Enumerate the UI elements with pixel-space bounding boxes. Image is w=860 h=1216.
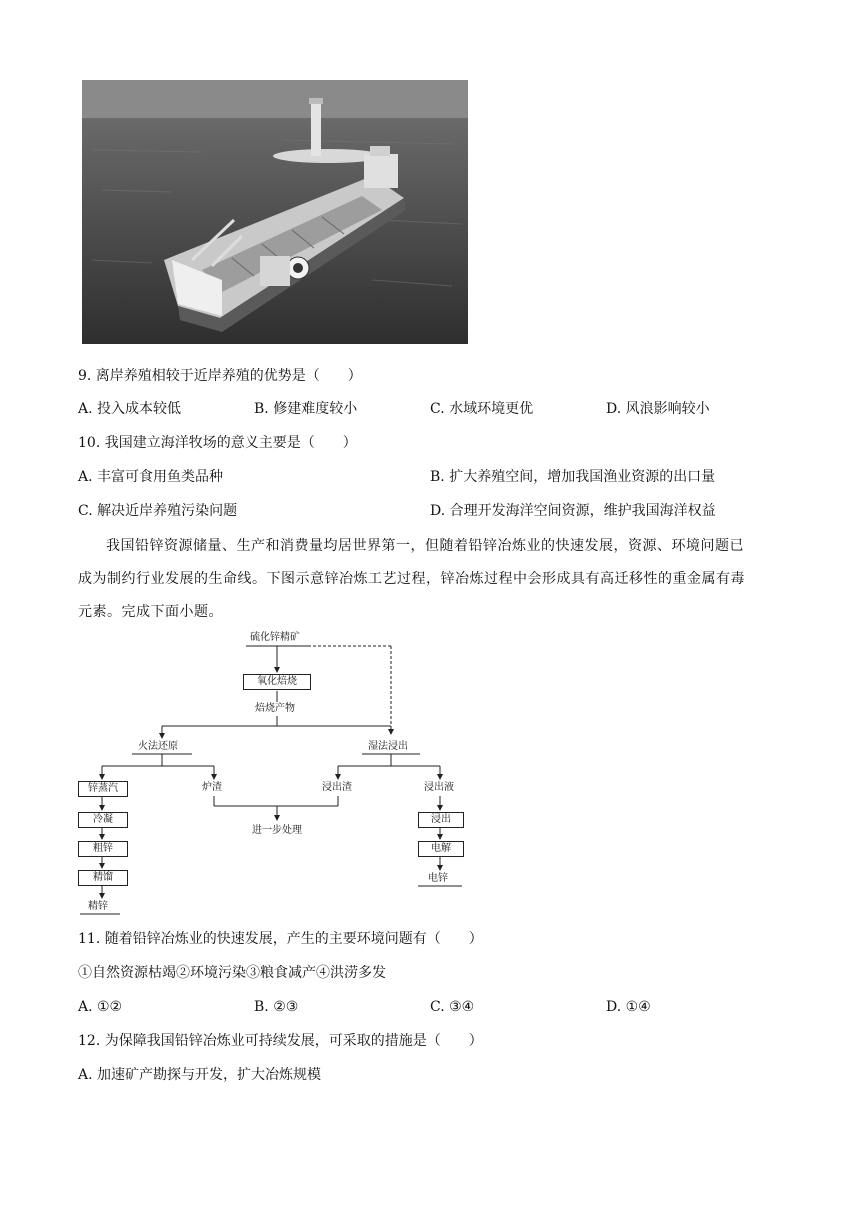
flow-residue-label: 浸出渣 xyxy=(322,782,352,793)
question-11-option-c: C. ③④ xyxy=(430,999,475,1015)
question-12-stem: 12. 为保障我国铅锌冶炼业可持续发展，可采取的措施是（ ） xyxy=(78,1033,483,1049)
question-11-stem: 11. 随着铅锌冶炼业的快速发展，产生的主要环境问题有（ ） xyxy=(78,931,483,947)
flow-condense-box: 冷凝 xyxy=(78,812,128,828)
zinc-smelting-flowchart xyxy=(72,630,472,916)
flow-refine-box: 精馏 xyxy=(78,870,128,886)
flow-liquor-label: 浸出液 xyxy=(424,782,454,793)
aquaculture-ship-photo xyxy=(82,80,468,344)
flow-product-label: 焙烧产物 xyxy=(255,703,295,714)
flow-slag-label: 炉渣 xyxy=(202,782,222,793)
flow-fine-label: 精锌 xyxy=(88,901,108,912)
passage-line-1: 我国铅锌资源储量、生产和消费量均居世界第一，但随着铅锌冶炼业的快速发展，资源、环境问题已 xyxy=(106,538,744,554)
question-10-option-c: C. 解决近岸养殖污染问题 xyxy=(78,503,238,519)
passage-line-2: 成为制约行业发展的生命线。下图示意锌冶炼工艺过程，锌冶炼过程中会形成具有高迁移性的重金属有毒 xyxy=(78,571,745,587)
flow-crude-box: 粗锌 xyxy=(78,841,128,857)
question-9-option-c: C. 水域环境更优 xyxy=(430,401,534,417)
question-10-option-d: D. 合理开发海洋空间资源，维护我国海洋权益 xyxy=(430,503,716,519)
flow-leach-box: 浸出 xyxy=(418,812,464,828)
flow-ore-label: 硫化锌精矿 xyxy=(250,632,300,643)
question-9-stem: 9. 离岸养殖相较于近岸养殖的优势是（ ） xyxy=(78,368,362,384)
question-11-option-d: D. ①④ xyxy=(606,999,651,1015)
flow-further-label: 进一步处理 xyxy=(252,825,302,836)
flow-ezinc-label: 电锌 xyxy=(428,873,448,884)
question-11-items: ①自然资源枯竭②环境污染③粮食减产④洪涝多发 xyxy=(78,965,386,981)
question-11-option-b: B. ②③ xyxy=(254,999,299,1015)
flow-electro-box: 电解 xyxy=(418,841,464,857)
question-9-option-b: B. 修建难度较小 xyxy=(254,401,358,417)
flow-pyro-label: 火法还原 xyxy=(138,741,178,752)
question-10-option-b: B. 扩大养殖空间，增加我国渔业资源的出口量 xyxy=(430,469,716,485)
flow-roast-box: 氧化焙烧 xyxy=(243,674,311,690)
question-9-option-a: A. 投入成本较低 xyxy=(78,401,182,417)
passage-text xyxy=(78,530,778,629)
question-11-option-a: A. ①② xyxy=(78,999,123,1015)
question-9-option-d: D. 风浪影响较小 xyxy=(606,401,710,417)
question-10-stem: 10. 我国建立海洋牧场的意义主要是（ ） xyxy=(78,435,357,451)
question-12-option-a: A. 加速矿产勘探与开发，扩大冶炼规模 xyxy=(78,1067,322,1083)
flow-hydro-label: 湿法浸出 xyxy=(368,741,408,752)
flow-vapor-box: 锌蒸汽 xyxy=(78,781,128,797)
passage-line-3: 元素。完成下面小题。 xyxy=(78,604,223,620)
question-10-option-a: A. 丰富可食用鱼类品种 xyxy=(78,469,224,485)
